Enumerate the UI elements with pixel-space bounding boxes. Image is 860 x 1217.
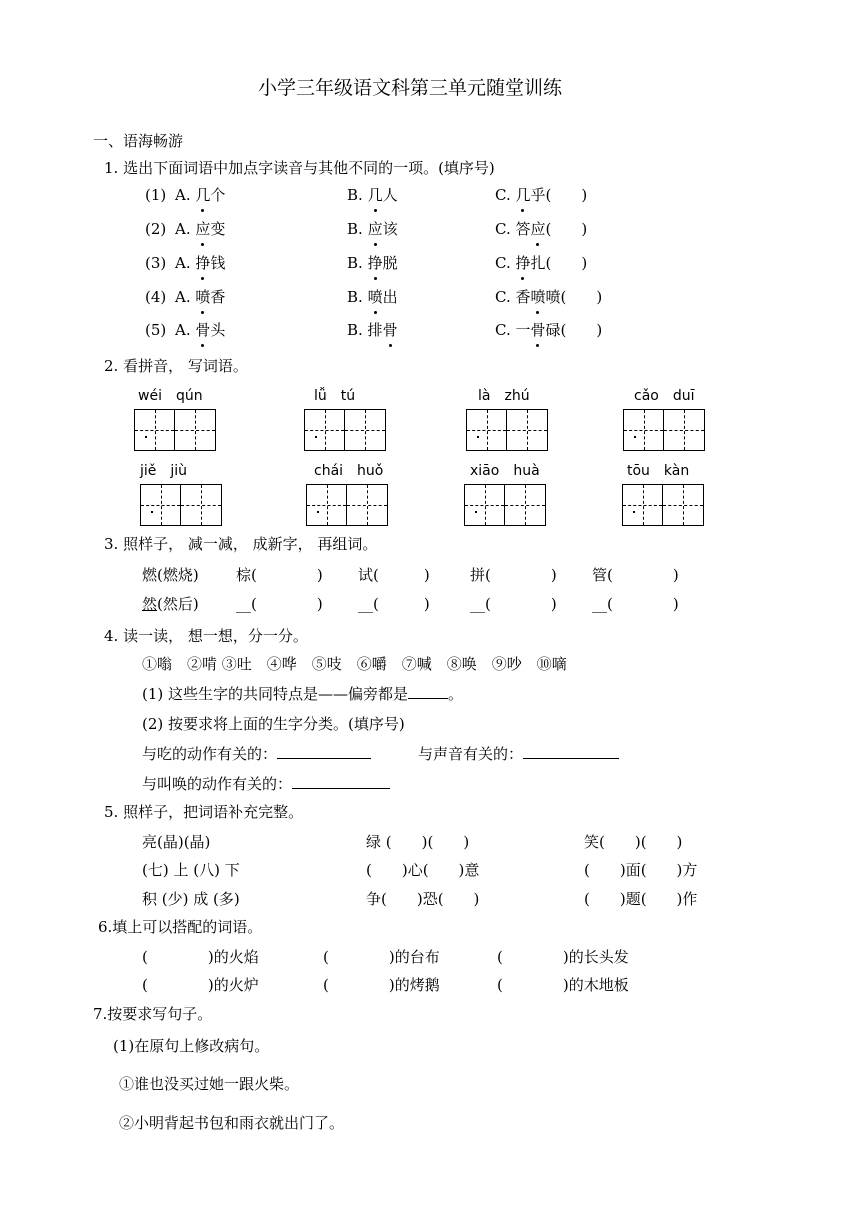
q3-example-word: (然后) xyxy=(157,595,199,613)
q7-sub1: (1)在原句上修改病句。 xyxy=(113,1037,270,1055)
q3-row2-item[interactable]: __( ) xyxy=(236,595,323,613)
q6-phrase[interactable]: ( )的烤鹅 xyxy=(323,976,440,994)
q5-idiom[interactable]: 绿 ( )( ) xyxy=(366,833,470,851)
q3-row1-item[interactable]: 试( ) xyxy=(358,566,430,584)
q5-idiom[interactable]: 笑( )( ) xyxy=(584,833,683,851)
q5-idiom[interactable]: 争( )恐( ) xyxy=(366,890,480,908)
q5-idiom[interactable]: ( )面( )方 xyxy=(584,861,698,879)
q1-dotted-char: 骨 xyxy=(382,321,398,339)
q4-sub1-end: 。 xyxy=(448,685,464,703)
q5-idiom: 积 (少) 成 (多) xyxy=(142,890,240,908)
q7-sentence-2: ②小明背起书包和雨衣就出门了。 xyxy=(119,1114,345,1132)
q3-row1-item[interactable]: 棕( ) xyxy=(236,566,323,584)
q3-row2-item[interactable]: __( ) xyxy=(358,595,430,613)
q1-row-number: (3) xyxy=(145,254,167,272)
q1-option-suffix: 碌( ) xyxy=(545,321,603,339)
q3-row2-item[interactable]: __( ) xyxy=(470,595,557,613)
writing-grid[interactable] xyxy=(622,484,704,526)
grid-mark xyxy=(315,436,317,438)
q4-call-label xyxy=(142,774,390,794)
grid-mark xyxy=(477,436,479,438)
q1-dotted-char: 挣 xyxy=(195,254,211,272)
q1-dotted-char: 挣 xyxy=(367,254,383,272)
q1-option-prefix: A. xyxy=(175,321,196,339)
q1-option-prefix: B. xyxy=(347,254,368,272)
grid-cell[interactable] xyxy=(663,485,703,525)
q1-option-c[interactable] xyxy=(495,287,602,307)
grid-cell[interactable] xyxy=(505,485,545,525)
q6-phrase[interactable]: ( )的火炉 xyxy=(142,976,259,994)
q4-call-text: 与叫唤的动作有关的： xyxy=(142,775,293,793)
grid-mark xyxy=(145,436,147,438)
writing-grid[interactable] xyxy=(134,409,216,451)
writing-grid[interactable] xyxy=(304,409,386,451)
q1-option-prefix: C. xyxy=(495,254,516,272)
grid-mark xyxy=(317,511,319,513)
q1-option-suffix: 个 xyxy=(210,186,226,204)
q1-option-prefix: B. 排 xyxy=(347,321,383,339)
q1-option-suffix: 头 xyxy=(210,321,226,339)
q1-option-b xyxy=(347,287,398,307)
q1-option-a xyxy=(175,219,225,239)
q5-idiom: 亮(晶)(晶) xyxy=(142,833,211,851)
q3-row1-item: 燃(燃烧) xyxy=(142,566,199,584)
q1-dotted-char: 喷 xyxy=(367,288,383,306)
q6-phrase[interactable]: ( )的台布 xyxy=(323,948,440,966)
grid-cell[interactable] xyxy=(467,410,507,450)
q5-idiom[interactable]: ( )心( )意 xyxy=(366,861,480,879)
q6-phrase[interactable]: ( )的长头发 xyxy=(497,948,629,966)
q1-option-suffix: 人 xyxy=(382,186,398,204)
q4-characters: ①嗡 ②啃 ③吐 ④哗 ⑤吱 ⑥嚼 ⑦喊 ⑧唤 ⑨吵 ⑩嘀 xyxy=(142,655,567,673)
q1-option-a xyxy=(175,287,225,307)
q1-option-c[interactable] xyxy=(495,219,587,239)
q4-radical-blank[interactable] xyxy=(408,684,448,699)
q1-row-number: (4) xyxy=(145,288,167,306)
q1-option-a xyxy=(175,185,225,205)
writing-grid[interactable] xyxy=(466,409,548,451)
grid-cell[interactable] xyxy=(307,485,347,525)
q1-option-c[interactable] xyxy=(495,253,587,273)
q1-option-b xyxy=(347,320,398,340)
grid-cell[interactable] xyxy=(624,410,664,450)
q3-row1-item[interactable]: 拼( ) xyxy=(470,566,557,584)
grid-mark xyxy=(633,511,635,513)
q1-option-c[interactable] xyxy=(495,185,587,205)
q3-example-2 xyxy=(142,594,199,614)
q4-eat-text: 与吃的动作有关的： xyxy=(142,745,278,763)
grid-mark xyxy=(475,511,477,513)
q1-dotted-char: 几 xyxy=(367,186,383,204)
q4-sound-text: 与声音有关的： xyxy=(418,745,524,763)
q1-option-suffix: 脱 xyxy=(382,254,398,272)
grid-cell[interactable] xyxy=(507,410,547,450)
q4-sound-label xyxy=(418,744,619,764)
q3-row2-item[interactable]: __( ) xyxy=(592,595,679,613)
pinyin-label: tōu kàn xyxy=(627,463,690,479)
q1-dotted-char: 喷 xyxy=(530,288,546,306)
question-2-prompt: 2. 看拼音， 写词语。 xyxy=(104,357,248,375)
q5-idiom[interactable]: ( )题( )作 xyxy=(584,890,698,908)
pinyin-label: chái huǒ xyxy=(314,463,384,479)
q1-dotted-char: 挣 xyxy=(515,254,531,272)
pinyin-label: wéi qún xyxy=(138,388,203,404)
q6-phrase[interactable]: ( )的木地板 xyxy=(497,976,629,994)
q1-option-c[interactable] xyxy=(495,320,602,340)
q1-row-number: (5) xyxy=(145,321,167,339)
q1-option-suffix: ( ) xyxy=(545,220,588,238)
q1-option-prefix: C. 一 xyxy=(495,321,531,339)
q7-sentence-1: ①谁也没买过她一跟火柴。 xyxy=(119,1075,300,1093)
q1-option-suffix: 出 xyxy=(382,288,398,306)
grid-cell[interactable] xyxy=(135,410,175,450)
q4-sub1-text: (1) 这些生字的共同特点是——偏旁都是 xyxy=(142,685,409,703)
q1-dotted-char: 骨 xyxy=(195,321,211,339)
question-1-prompt: 1. 选出下面词语中加点字读音与其他不同的一项。(填序号) xyxy=(104,159,495,177)
q1-row-number: (1) xyxy=(145,186,167,204)
q1-option-suffix: 该 xyxy=(382,220,398,238)
q4-sound-blank[interactable] xyxy=(523,744,619,759)
grid-cell[interactable] xyxy=(347,485,387,525)
q1-dotted-char: 几 xyxy=(195,186,211,204)
pinyin-label: jiě jiù xyxy=(140,463,188,479)
q1-dotted-char: 应 xyxy=(195,220,211,238)
page-title: 小学三年级语文科第三单元随堂训练 xyxy=(258,77,563,99)
q1-dotted-char: 应 xyxy=(367,220,383,238)
q1-dotted-char: 应 xyxy=(530,220,546,238)
section-heading: 一、语海畅游 xyxy=(93,132,184,150)
q4-sub2: (2) 按要求将上面的生字分类。(填序号) xyxy=(142,715,405,733)
writing-grid[interactable] xyxy=(464,484,546,526)
q1-option-suffix: 乎( ) xyxy=(530,186,588,204)
q1-option-suffix: 喷( ) xyxy=(545,288,603,306)
q1-option-prefix: A. xyxy=(175,288,196,306)
q1-option-prefix: C. xyxy=(495,186,516,204)
q6-phrase[interactable]: ( )的火焰 xyxy=(142,948,259,966)
grid-cell[interactable] xyxy=(465,485,505,525)
pinyin-label: xiāo huà xyxy=(470,463,540,479)
grid-mark xyxy=(634,436,636,438)
grid-cell[interactable] xyxy=(305,410,345,450)
q1-option-b xyxy=(347,185,398,205)
grid-cell[interactable] xyxy=(181,485,221,525)
q1-dotted-char: 喷 xyxy=(195,288,211,306)
q4-eat-blank[interactable] xyxy=(277,744,371,759)
writing-grid[interactable] xyxy=(140,484,222,526)
q1-option-suffix: 钱 xyxy=(210,254,226,272)
q1-option-prefix: B. xyxy=(347,220,368,238)
q1-row-number: (2) xyxy=(145,220,167,238)
q1-option-prefix: B. xyxy=(347,288,368,306)
question-3-prompt: 3. 照样子， 减一减， 成新字， 再组词。 xyxy=(104,535,378,553)
q1-dotted-char: 骨 xyxy=(530,321,546,339)
q1-option-prefix: C. 答 xyxy=(495,220,531,238)
writing-grid[interactable] xyxy=(623,409,705,451)
q5-idiom: (七) 上 (八) 下 xyxy=(142,861,240,879)
question-5-prompt: 5. 照样子，把词语补充完整。 xyxy=(104,803,304,821)
q3-row1-item[interactable]: 管( ) xyxy=(592,566,679,584)
q1-option-suffix: 香 xyxy=(210,288,226,306)
q1-option-prefix: A. xyxy=(175,220,196,238)
q1-option-prefix: A. xyxy=(175,254,196,272)
pinyin-label: cǎo duī xyxy=(634,388,695,404)
grid-cell[interactable] xyxy=(623,485,663,525)
q4-sub1 xyxy=(142,684,463,704)
q1-option-prefix: C. 香 xyxy=(495,288,531,306)
grid-cell[interactable] xyxy=(141,485,181,525)
q1-option-b xyxy=(347,219,398,239)
q1-option-prefix: A. xyxy=(175,186,196,204)
q4-call-blank[interactable] xyxy=(292,774,390,789)
q1-option-a xyxy=(175,320,225,340)
grid-cell[interactable] xyxy=(345,410,385,450)
pinyin-label: lǚ tú xyxy=(314,388,356,404)
q1-option-prefix: B. xyxy=(347,186,368,204)
writing-grid[interactable] xyxy=(306,484,388,526)
q4-eat-label xyxy=(142,744,371,764)
q1-option-suffix: 变 xyxy=(210,220,226,238)
q1-option-b xyxy=(347,253,398,273)
question-7-prompt: 7.按要求写句子。 xyxy=(93,1005,213,1023)
grid-mark xyxy=(151,511,153,513)
pinyin-label: là zhú xyxy=(478,388,530,404)
grid-cell[interactable] xyxy=(664,410,704,450)
q1-option-suffix: 扎( ) xyxy=(530,254,588,272)
question-6-prompt: 6.填上可以搭配的词语。 xyxy=(98,918,263,936)
grid-cell[interactable] xyxy=(175,410,215,450)
q1-dotted-char: 几 xyxy=(515,186,531,204)
q3-example-char: 然 xyxy=(142,595,158,613)
question-4-prompt: 4. 读一读， 想一想，分一分。 xyxy=(104,627,308,645)
q1-option-a xyxy=(175,253,225,273)
